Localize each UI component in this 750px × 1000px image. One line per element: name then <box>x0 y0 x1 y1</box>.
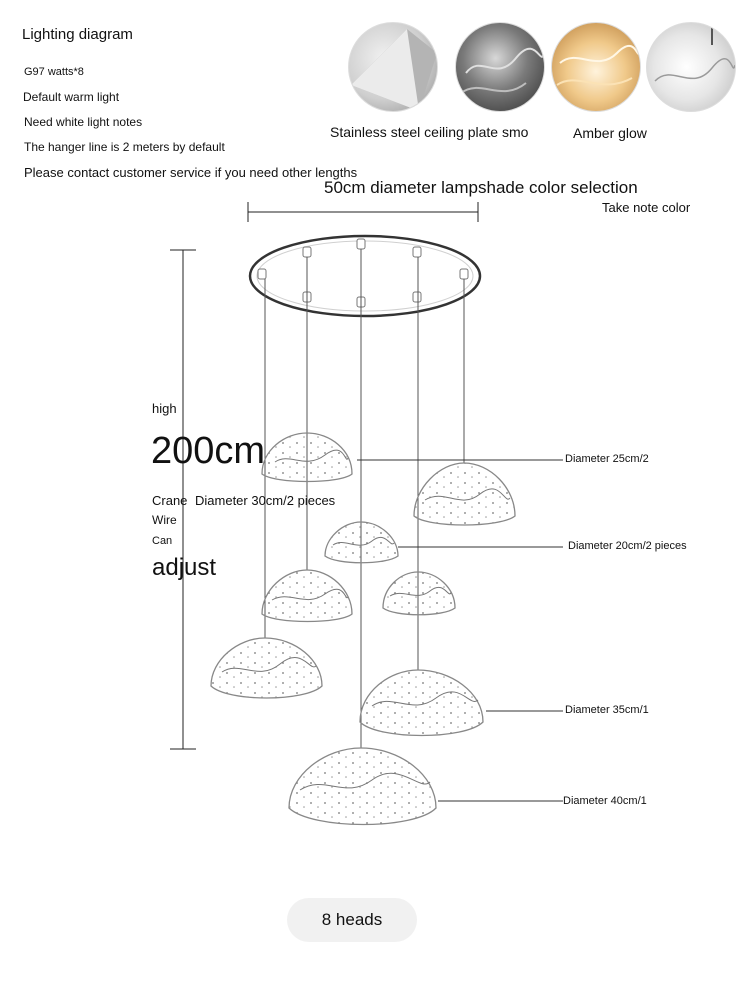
note-warm-light: Default warm light <box>23 90 120 104</box>
label-high: high <box>152 401 177 416</box>
callout-diameter-20: Diameter 20cm/2 pieces <box>568 540 687 552</box>
ceiling-plate <box>250 236 480 316</box>
lampshade-25-right <box>414 463 515 525</box>
lampshade-30-bottom-left <box>211 638 322 698</box>
swatch-label-steel: Stainless steel ceiling plate smo <box>330 124 529 140</box>
width-dimension <box>248 202 478 222</box>
heads-count-label: 8 heads <box>321 910 383 929</box>
diagram-title: Lighting diagram <box>22 26 133 43</box>
label-diameter-30: Diameter 30cm/2 pieces <box>195 493 336 508</box>
label-crane: Crane <box>152 493 188 508</box>
note-wattage: G97 watts*8 <box>24 66 84 78</box>
lampshade-35 <box>360 670 483 736</box>
label-height-value: 200cm <box>151 430 266 472</box>
lampshade-25-left <box>262 433 352 482</box>
swatch-label-amber: Amber glow <box>573 125 647 141</box>
callout-diameter-40: Diameter 40cm/1 <box>563 795 647 807</box>
lampshade-20-center <box>325 522 398 563</box>
lampshade-40 <box>289 748 436 825</box>
note-contact-service: Please contact customer service if you need other lengths <box>24 165 358 180</box>
heads-count-badge <box>287 898 417 942</box>
note-hanger-line: The hanger line is 2 meters by default <box>24 140 225 154</box>
color-note: Take note color <box>602 200 691 215</box>
note-white-light: Need white light notes <box>24 115 143 129</box>
lampshade-20-right <box>383 572 455 615</box>
callout-diameter-35: Diameter 35cm/1 <box>565 704 649 716</box>
label-can: Can <box>152 535 173 547</box>
callout-diameter-25: Diameter 25cm/2 <box>565 453 649 465</box>
label-wire: Wire <box>152 513 177 527</box>
label-adjust: adjust <box>152 554 217 581</box>
color-selection-title: 50cm diameter lampshade color selection <box>324 178 638 197</box>
lampshade-30-left <box>262 570 352 622</box>
